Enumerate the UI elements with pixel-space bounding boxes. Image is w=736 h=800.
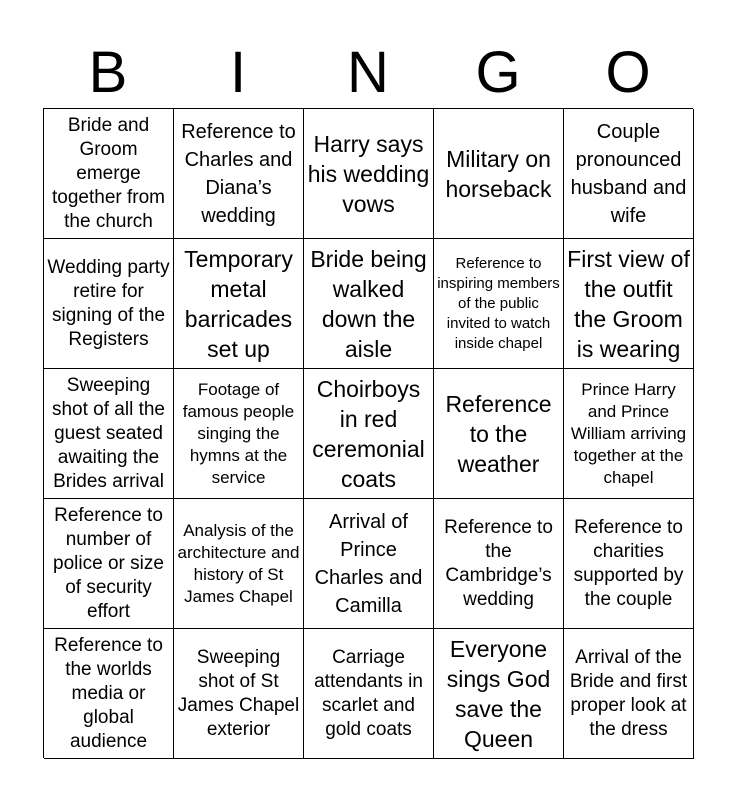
- cell-text: First view of the outfit the Groom is wearing: [567, 245, 690, 362]
- cell-text: Reference to the worlds media or global audience: [54, 634, 163, 752]
- bingo-cell[interactable]: [304, 239, 434, 369]
- bingo-cell[interactable]: [174, 109, 304, 239]
- header-letter-o: O: [605, 40, 651, 105]
- cell-text: Reference to the Cambridge’s wedding: [444, 516, 553, 610]
- bingo-grid: [43, 108, 693, 758]
- header-letter-g: G: [475, 40, 521, 105]
- cell-text: Carriage attendants in scarlet and gold coats: [314, 646, 423, 740]
- cell-text: Harry says his wedding vows: [307, 130, 430, 217]
- cell-text: Wedding party retire for signing of the Registers: [47, 256, 170, 350]
- bingo-cell[interactable]: [564, 109, 694, 239]
- cell-text: Sweeping shot of all the guest seated awaiting the Brides arrival: [51, 374, 166, 492]
- bingo-cell[interactable]: [434, 109, 564, 239]
- bingo-cell[interactable]: [174, 369, 304, 499]
- cell-text: Footage of famous people singing the hymns at the service: [182, 379, 295, 487]
- bingo-cell[interactable]: [304, 499, 434, 629]
- bingo-cell[interactable]: [304, 629, 434, 759]
- cell-text: Bride and Groom emerge together from the church: [52, 114, 165, 232]
- bingo-cell[interactable]: [434, 369, 564, 499]
- cell-text: Prince Harry and Prince William arriving together at the chapel: [570, 379, 687, 487]
- bingo-cell[interactable]: [304, 369, 434, 499]
- bingo-cell[interactable]: [564, 239, 694, 369]
- cell-text: Military on horseback: [445, 145, 552, 202]
- header-letter-b: B: [88, 40, 128, 105]
- header-letter-n: N: [347, 40, 389, 105]
- cell-text: Sweeping shot of St James Chapel exterior: [177, 646, 300, 740]
- bingo-cell[interactable]: [174, 239, 304, 369]
- cell-text: Temporary metal barricades set up: [184, 245, 293, 362]
- bingo-cell[interactable]: [44, 239, 174, 369]
- bingo-cell[interactable]: [434, 239, 564, 369]
- cell-text: Bride being walked down the aisle: [310, 245, 427, 362]
- cell-text: Reference to charities supported by the couple: [573, 516, 684, 610]
- cell-text: Analysis of the architecture and history of St James Chapel: [177, 520, 300, 606]
- bingo-header: [43, 38, 693, 108]
- bingo-cell[interactable]: [44, 109, 174, 239]
- bingo-cell[interactable]: [44, 369, 174, 499]
- cell-text: Everyone sings God save the Queen: [446, 635, 551, 752]
- bingo-cell[interactable]: [564, 369, 694, 499]
- header-letter-i: I: [229, 40, 247, 105]
- cell-text: Reference to inspiring members of the public invited to watch inside chapel: [437, 254, 560, 352]
- cell-text: Reference to Charles and Diana’s wedding: [181, 120, 296, 227]
- cell-text: Reference to the weather: [445, 390, 552, 477]
- bingo-cell[interactable]: [564, 499, 694, 629]
- bingo-cell[interactable]: [564, 629, 694, 759]
- bingo-cell[interactable]: [434, 499, 564, 629]
- bingo-cell[interactable]: [304, 109, 434, 239]
- bingo-cell[interactable]: [434, 629, 564, 759]
- cell-text: Reference to number of police or size of security effort: [53, 504, 164, 622]
- bingo-cell[interactable]: [44, 629, 174, 759]
- bingo-cell[interactable]: [174, 629, 304, 759]
- cell-text: Arrival of Prince Charles and Camilla: [314, 510, 423, 617]
- bingo-cell[interactable]: [174, 499, 304, 629]
- cell-text: Couple pronounced husband and wife: [570, 120, 687, 227]
- cell-text: Arrival of the Bride and first proper look at the dress: [569, 646, 688, 740]
- bingo-cell[interactable]: [44, 499, 174, 629]
- cell-text: Choirboys in red ceremonial coats: [312, 375, 425, 492]
